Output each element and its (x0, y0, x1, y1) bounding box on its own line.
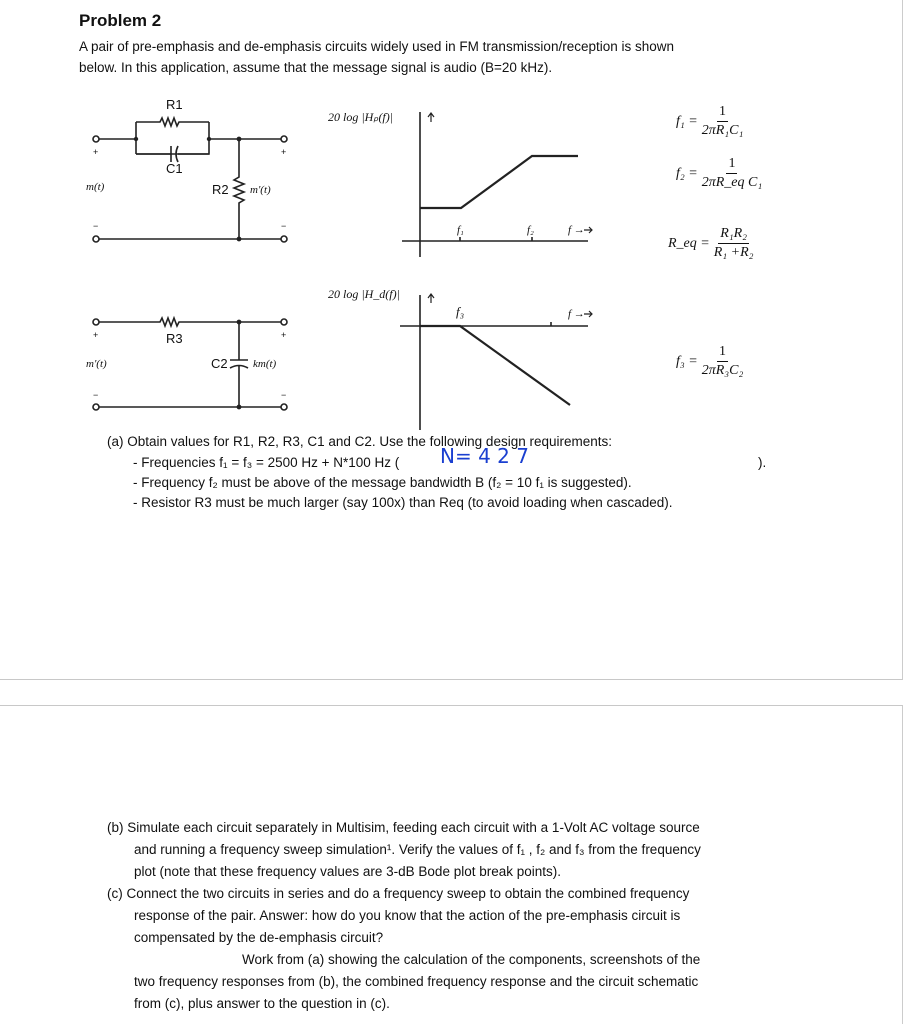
part-c-line-3: compensated by the de-emphasis circuit? (134, 930, 384, 945)
handwritten-n-value: N= 4 2 7 (440, 444, 529, 468)
formula-f2 (676, 156, 762, 191)
work-line-3: from (c), plus answer to the question in (c). (134, 996, 390, 1011)
resistor-r2 (234, 139, 244, 239)
plot1-xlabel: f → (568, 224, 585, 236)
label-m-prime-t: m'(t) (250, 184, 271, 196)
problem-title: Problem 2 (79, 11, 162, 30)
plus-sign: + (281, 330, 287, 340)
label-r3: R3 (166, 331, 183, 346)
plot2-xlabel: f → (568, 308, 585, 320)
part-c-line-1: (c) Connect the two circuits in series and do a frequency sweep to obtain the combined frequency (107, 886, 690, 901)
formula-lhs: f₂ = (676, 165, 698, 181)
part-a-req1-end: ). (758, 455, 767, 470)
denominator: 2πR_eq C₁ (701, 175, 763, 190)
plus-sign: + (93, 330, 99, 340)
minus-sign: − (281, 221, 287, 231)
part-a-req3: - Resistor R3 must be much larger (say 100x) than Req (to avoid loading when cascaded). (133, 495, 673, 510)
formula-f3 (676, 344, 743, 379)
plus-sign: + (93, 147, 99, 157)
part-b-line-3: plot (note that these frequency values are 3-dB Bode plot break points). (134, 864, 562, 879)
formula-lhs: f₁ = (676, 113, 698, 129)
plot1-f1: f₁ (457, 224, 464, 236)
label-c2: C2 (211, 356, 228, 371)
minus-sign: − (93, 390, 99, 400)
part-b-line-2: and running a frequency sweep simulation¹. Verify the values of f₁ , f₂ and f₃ from the frequency (134, 842, 701, 857)
intro-line-1: A pair of pre-emphasis and de-emphasis circuits widely used in FM transmission/reception is shown (79, 39, 675, 54)
part-c-line-2: response of the pair. Answer: how do you know that the action of the pre-emphasis circuit is (134, 908, 681, 923)
part-a-title: (a) Obtain values for R1, R2, R3, C1 and C2. Use the following design requirements: (107, 434, 612, 449)
denominator: 2πR₁C₁ (701, 123, 744, 138)
plus-sign: + (281, 147, 287, 157)
intro-line-2: below. In this application, assume that the message signal is audio (B=20 kHz). (79, 60, 553, 75)
part-a-req2: - Frequency f₂ must be above of the message bandwidth B (f₂ = 10 f₁ is suggested). (133, 475, 632, 490)
numerator: 1 (717, 344, 728, 362)
plot1-ylabel: 20 log |Hₚ(f)| (328, 110, 394, 124)
label-m-prime-t: m'(t) (86, 358, 107, 370)
de-emphasis-bode-plot (400, 227, 592, 430)
plot2-ylabel: 20 log |H_d(f)| (328, 287, 400, 301)
minus-sign: − (93, 221, 99, 231)
label-km-t: km(t) (253, 358, 277, 370)
pre-emphasis-bode-plot (402, 112, 588, 257)
label-r2: R2 (212, 182, 229, 197)
pre-emphasis-circuit (93, 118, 287, 242)
numerator: R₁R₂ (718, 226, 749, 244)
formula-f1 (676, 104, 743, 139)
numerator: 1 (726, 156, 737, 174)
formula-lhs: f₃ = (676, 353, 698, 369)
plot1-f2: f₂ (527, 224, 534, 236)
capacitor-c2 (230, 322, 248, 407)
label-c1: C1 (166, 161, 183, 176)
work-line-2: two frequency responses from (b), the combined frequency response and the circuit schematic (134, 974, 699, 989)
plot2-f3: f₃ (456, 304, 465, 319)
label-m-t: m(t) (86, 181, 105, 193)
formula-req (668, 226, 754, 261)
formula-lhs: R_eq = (668, 235, 710, 251)
page-2 (0, 705, 903, 1024)
part-a-req1: - Frequencies f₁ = f₃ = 2500 Hz + N*100 Hz ( (133, 455, 400, 470)
work-line-1: Work from (a) showing the calculation of the components, screenshots of the (242, 952, 701, 967)
circuit-diagrams (0, 0, 905, 440)
part-b-line-1: (b) Simulate each circuit separately in Multisim, feeding each circuit with a 1-Volt AC voltage source (107, 820, 700, 835)
denominator: R₁ +R₂ (713, 245, 754, 260)
label-r1: R1 (166, 97, 183, 112)
numerator: 1 (717, 104, 728, 122)
minus-sign: − (281, 390, 287, 400)
denominator: 2πR₃C₂ (701, 363, 744, 378)
